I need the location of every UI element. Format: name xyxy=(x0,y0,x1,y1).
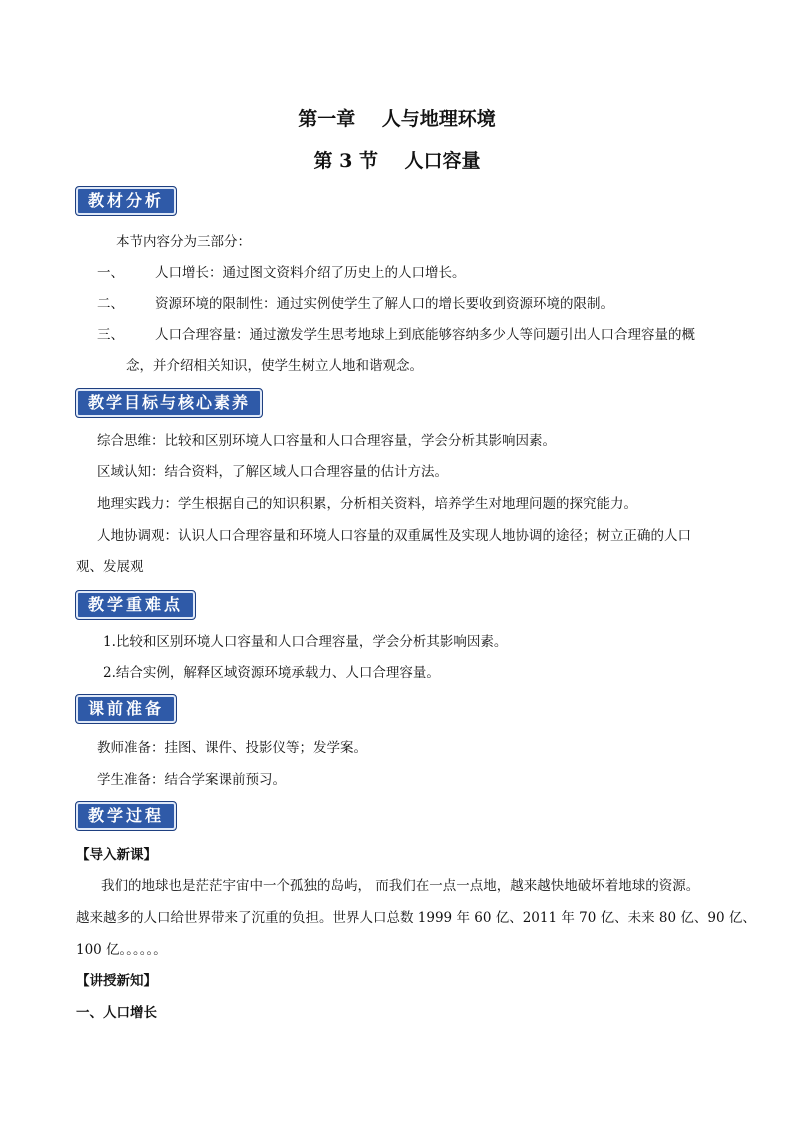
intro-line-1: 我们的地球也是茫茫宇宙中一个孤独的岛屿， 而我们在一点一点地，越来越快地破坏着地球的资源。 xyxy=(101,878,700,894)
intro-line-3: 100 亿。。。。。。 xyxy=(76,942,167,958)
goal-line-1: 综合思维：比较和区别环境人口容量和人口合理容量，学会分析其影响因素。 xyxy=(97,433,556,449)
goal-line-4-cont: 观、发展观 xyxy=(76,559,144,575)
subsection-heading: 一、人口增长 xyxy=(76,1005,157,1021)
item-number: 二、 xyxy=(97,296,124,312)
keypoint-line-2: 2.结合实例，解释区域资源环境承载力、人口合理容量。 xyxy=(103,665,440,681)
item-text: 资源环境的限制性：通过实例使学生了解人口的增长要收到资源环境的限制。 xyxy=(155,296,614,312)
analysis-item-1 xyxy=(97,263,466,283)
keypoint-line-1: 1.比较和区别环境人口容量和人口合理容量，学会分析其影响因素。 xyxy=(103,634,508,650)
chapter-title: 第一章 人与地理环境 xyxy=(298,108,496,130)
new-knowledge-heading: 【讲授新知】 xyxy=(76,973,157,989)
item-number: 三、 xyxy=(97,327,124,343)
intro-line-2: 越来越多的人口给世界带来了沉重的负担。世界人口总数 1999 年 60 亿、2011 年 70 亿、未来 80 亿、90 亿、 xyxy=(76,910,756,926)
section-badge-prep: 课前准备 xyxy=(75,694,177,724)
section-badge-analysis: 教材分析 xyxy=(75,186,177,216)
section-badge-process: 教学过程 xyxy=(75,801,177,831)
intro-heading: 【导入新课】 xyxy=(76,847,157,863)
section-badge-goals: 教学目标与核心素养 xyxy=(75,388,263,418)
analysis-intro: 本节内容分为三部分： xyxy=(116,234,251,250)
section-badge-keypoints: 教学重难点 xyxy=(75,590,196,620)
prep-line-2: 学生准备：结合学案课前预习。 xyxy=(97,772,286,788)
item-text: 人口合理容量：通过激发学生思考地球上到底能够容纳多少人等问题引出人口合理容量的概 xyxy=(155,327,695,343)
analysis-item-3 xyxy=(97,325,695,345)
goal-line-3: 地理实践力：学生根据自己的知识积累，分析相关资料，培养学生对地理问题的探究能力。 xyxy=(97,496,637,512)
item-number: 一、 xyxy=(97,265,124,281)
prep-line-1: 教师准备：挂图、课件、投影仪等；发学案。 xyxy=(97,740,367,756)
analysis-item-3-cont: 念，并介绍相关知识，使学生树立人地和谐观念。 xyxy=(126,358,423,374)
goal-line-4: 人地协调观：认识人口合理容量和环境人口容量的双重属性及实现人地协调的途径；树立正确的人口 xyxy=(97,528,691,544)
section-title: 第 3 节 人口容量 xyxy=(313,150,481,172)
goal-line-2: 区域认知：结合资料，了解区域人口合理容量的估计方法。 xyxy=(97,464,448,480)
item-text: 人口增长：通过图文资料介绍了历史上的人口增长。 xyxy=(155,265,466,281)
analysis-item-2 xyxy=(97,294,614,314)
